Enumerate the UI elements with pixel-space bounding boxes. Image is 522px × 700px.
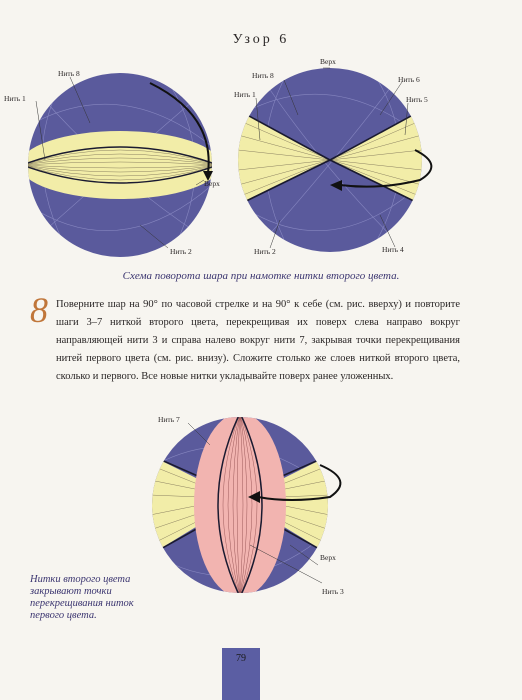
label-nit6-f2: Нить 6 [398,75,420,84]
label-nit8-f2: Нить 8 [252,71,274,80]
pattern-title: Узор 6 [232,32,290,47]
label-verh-f3: Верх [320,553,336,562]
label-nit8-f1: Нить 8 [58,69,80,78]
figure-caption-top: Схема поворота шара при намотке нитки второго цвета. [122,270,400,282]
side-caption: Нитки второго цвета закрывают точки перекрещивания ниток первого цвета. [30,574,134,621]
label-nit7-f3: Нить 7 [158,415,180,424]
label-nit2-f2: Нить 2 [254,247,276,256]
label-nit4-f2: Нить 4 [382,245,404,254]
thread-band-1 [20,131,220,199]
step-block [30,290,460,386]
figure-ball-1 [0,55,250,270]
label-verh-f1: Верх [204,179,220,188]
step-text: Поверните шар на 90° по часовой стрелке и на 90° к себе (см. рис. вверху) и повторите шаги 3–7 ниткой второго цвета, перекрещивая их поверх слева направо вокруг направляющей нити 3 и справа налево вокруг нити 7, закрывая точки перекрещивания нитей первого цвета (см. рис. внизу). Сложите столько же слоев ниткой второго цвета, сколько и первого. Все новые нитки укладывайте поверх ранее уложенных. [56,299,460,382]
step-number: 8 [30,290,48,330]
ball-3-diagram [140,405,380,605]
figure-ball-3 [140,405,380,605]
ball-1-diagram [0,55,250,270]
label-nit1-f2: Нить 1 [234,90,256,99]
page-number: 79 [222,648,260,700]
label-verh-f2: Верх [320,57,336,66]
label-nit5-f2: Нить 5 [406,95,428,104]
label-nit1-f1: Нить 1 [4,94,26,103]
label-nit2-f1: Нить 2 [170,247,192,256]
ball-2-diagram [230,55,522,270]
thread-band-pink [194,413,286,597]
label-nit3-f3: Нить 3 [322,587,344,596]
figure-ball-2 [230,55,522,270]
